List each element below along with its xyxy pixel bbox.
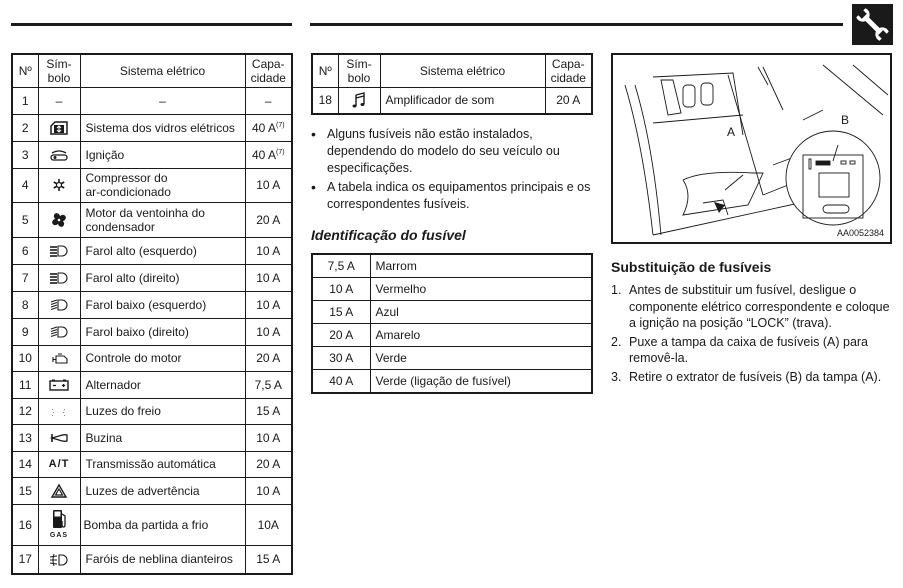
fuel-pump-icon [51,509,67,529]
table-row [12,345,292,371]
table-row [12,202,292,237]
label-a: A [727,125,736,139]
step-item: 3. Retire o extrator de fusíveis (B) da tampa (A). [611,369,882,384]
system-name: Farol alto (esquerdo) [80,237,245,264]
capacity: 10 A [245,168,292,202]
table-row [312,347,592,370]
fog-light-icon [49,553,69,567]
table-header-row [312,54,592,87]
table-header-row [12,54,292,87]
table-row [12,168,292,202]
table-row [12,237,292,264]
row-number: 5 [12,202,38,237]
symbol-dash: – [38,87,80,114]
step-item: 2. Puxe a tampa da caixa de fusíveis (A) para removê-la. [611,334,869,365]
symbol-cell [38,371,80,398]
system-name: Faróis de neblina dianteiros [80,545,245,574]
col-header-symbol: Sím- bolo [38,54,80,87]
capacity: 10 A [245,237,292,264]
symbol-cell [38,114,80,141]
fan-icon [51,212,67,228]
system-name: Ignição [80,141,245,168]
low-beam-icon [49,299,69,311]
capacity: 10 A [245,318,292,345]
row-number: 3 [12,141,38,168]
capacity: 40 $A^{(7)}$ [245,141,292,168]
col-header-system: Sistema elétrico [80,54,245,87]
system-name: Farol baixo (direito) [80,318,245,345]
row-number: 14 [12,451,38,477]
fuse-color: Verde [370,347,592,370]
footnote-ref: (7) [275,148,285,156]
fuse-color: Verde (ligação de fusível) [370,370,592,394]
header-rule-left [11,23,292,26]
table-row [12,264,292,291]
table-row [312,87,592,114]
gas-label: GAS [49,532,69,539]
row-number: 6 [12,237,38,264]
ignition-key-icon [49,149,69,161]
replace-steps [611,282,896,387]
symbol-cell [38,424,80,451]
step-item: 1. Antes de substituir um fusível, desligue o componente elétrico correspondente e coloque a ignição na posição “LOCK” (trava). [611,283,890,330]
fuse-table-continued [311,53,593,115]
table-row [12,398,292,424]
col-header-system: Sistema elétrico [380,54,545,87]
table-row [12,477,292,504]
capacity: 10A [245,504,292,545]
system-name: Transmissão automática [80,451,245,477]
table-row [12,451,292,477]
system-name: Luzes do freio [80,398,245,424]
symbol-cell [38,318,80,345]
col-header-capacity: Capa- cidade [545,54,592,87]
capacity: 20 A [245,202,292,237]
row-number: 15 [12,477,38,504]
table-row [312,324,592,347]
high-beam-icon [49,245,69,257]
system-name: Compressor do ar-condicionado [80,168,245,202]
symbol-cell [38,168,80,202]
table-row [12,545,292,574]
engine-icon [49,353,69,365]
fuse-color: Marrom [370,254,592,278]
table-row [12,291,292,318]
symbol-cell [38,504,80,545]
table-row [312,370,592,394]
power-window-icon [50,121,68,135]
table-row [12,141,292,168]
capacity: 15 A [245,545,292,574]
fuse-box-illustration [611,53,892,244]
amperage: 20 A [312,324,370,347]
table-row [12,371,292,398]
col-header-symbol: Sím- bolo [338,54,380,87]
capacity: 10 A [245,477,292,504]
note-item: • Alguns fusíveis não estão instalados, dependendo do modelo do seu veículo ou especificações. [311,126,596,177]
row-number: 16 [12,504,38,545]
symbol-cell [38,141,80,168]
symbol-cell [38,345,80,371]
notes-list [311,126,596,215]
col-header-no: Nº [12,54,38,87]
capacity: 15 A [245,398,292,424]
symbol-cell [38,264,80,291]
system-name: Farol alto (direito) [80,264,245,291]
row-number: 7 [12,264,38,291]
system-name: Controle do motor [80,345,245,371]
fuse-color: Amarelo [370,324,592,347]
wrench-icon [852,4,893,45]
symbol-cell [38,291,80,318]
row-number: 11 [12,371,38,398]
automatic-transmission-icon: A/T [38,451,80,477]
capacity: 20 A [545,87,592,114]
dashboard-drawing [613,55,890,242]
capacity: 10 A [245,291,292,318]
col-header-no: Nº [312,54,338,87]
horn-icon [49,432,69,444]
fuse-color: Vermelho [370,278,592,301]
row-number: 12 [12,398,38,424]
capacity: 7,5 A [245,371,292,398]
amperage: 10 A [312,278,370,301]
battery-icon [49,379,69,391]
capacity: 10 A [245,424,292,451]
system-name: Farol baixo (esquerdo) [80,291,245,318]
symbol-cell [38,545,80,574]
table-row [12,114,292,141]
symbol-cell [338,87,380,114]
row-number: 4 [12,168,38,202]
system-name: Alternador [80,371,245,398]
figure-code: AA0052384 [836,228,884,238]
table-row [12,318,292,345]
low-beam-icon [49,326,69,338]
label-b: B [841,113,850,127]
header-rule-right [310,23,843,26]
table-row [312,278,592,301]
row-number: 2 [12,114,38,141]
footnote-ref: (7) [275,121,285,129]
fuse-table-left [11,53,293,575]
note-item: • A tabela indica os equipamentos principais e os correspondentes fusíveis. [311,179,596,213]
table-row [312,301,592,324]
capacity: – [245,87,292,114]
air-conditioner-icon [52,178,66,192]
amperage: 30 A [312,347,370,370]
row-number: 18 [312,87,338,114]
capacity: 40 $A^{(7)}$ [245,114,292,141]
system-name: – [80,87,245,114]
row-number: 9 [12,318,38,345]
system-name: Bomba da partida a frio [80,504,245,545]
row-number: 8 [12,291,38,318]
symbol-cell [38,398,80,424]
symbol-cell [38,202,80,237]
fuse-identification-title: Identificação do fusível [311,227,466,243]
amperage: 7,5 A [312,254,370,278]
high-beam-icon [49,272,69,284]
row-number: 13 [12,424,38,451]
replace-fuses-title: Substituição de fusíveis [611,259,772,275]
system-name: Buzina [80,424,245,451]
table-row [12,424,292,451]
col-header-capacity: Capa- cidade [245,54,292,87]
system-name: Motor da ventoinha do condensador [80,202,245,237]
amperage: 15 A [312,301,370,324]
capacity: 10 A [245,264,292,291]
hazard-warning-icon [51,484,67,498]
fuse-color: Azul [370,301,592,324]
symbol-cell [38,237,80,264]
amperage: 40 A [312,370,370,394]
system-name: Sistema dos vidros elétricos [80,114,245,141]
system-name: Amplificador de som [380,87,545,114]
brake-light-icon [49,406,69,418]
fuse-identification-table [311,253,593,394]
row-number: 17 [12,545,38,574]
symbol-cell [38,477,80,504]
music-note-icon [352,92,366,108]
row-number: 1 [12,87,38,114]
capacity: 20 A [245,345,292,371]
table-row [12,504,292,545]
table-row [12,87,292,114]
row-number: 10 [12,345,38,371]
capacity: 20 A [245,451,292,477]
table-row [312,254,592,278]
system-name: Luzes de advertência [80,477,245,504]
